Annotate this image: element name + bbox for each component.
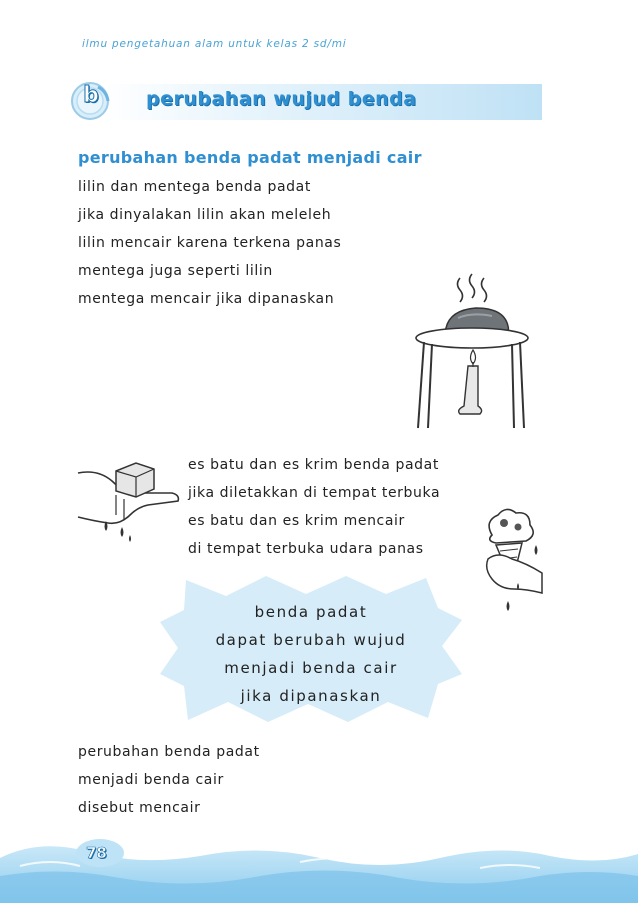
section-badge-letter: b — [83, 83, 99, 108]
callout-line: jika dipanaskan — [240, 687, 382, 705]
subtitle: perubahan benda padat menjadi cair — [78, 148, 422, 167]
hand-ice-cube-illustration — [76, 455, 186, 545]
paragraph-line: disebut mencair — [78, 800, 201, 816]
paragraph-candle-butter — [78, 173, 341, 313]
running-header: ilmu pengetahuan alam untuk kelas 2 sd/mi — [82, 38, 347, 50]
paragraph-line: jika dinyalakan lilin akan meleleh — [78, 207, 332, 223]
paragraph-conclusion — [78, 738, 260, 822]
paragraph-line: lilin mencair karena terkena panas — [78, 235, 342, 251]
page-number: 78 — [86, 844, 107, 862]
paragraph-line: es batu dan es krim benda padat — [188, 457, 439, 473]
callout-line: dapat berubah wujud — [215, 631, 407, 649]
paragraph-line: menjadi benda cair — [78, 772, 224, 788]
section-title: perubahan wujud benda — [146, 88, 417, 110]
hand-ice-cream-illustration — [478, 505, 544, 630]
paragraph-ice — [188, 451, 440, 563]
melting-butter-candle-illustration — [410, 270, 540, 430]
paragraph-line: jika diletakkan di tempat terbuka — [188, 485, 441, 501]
callout-text — [186, 598, 436, 710]
callout-line: menjadi benda cair — [224, 659, 398, 677]
paragraph-line: es batu dan es krim mencair — [188, 513, 405, 529]
paragraph-line: lilin dan mentega benda padat — [78, 179, 311, 195]
paragraph-line: mentega mencair jika dipanaskan — [78, 291, 335, 307]
callout-line: benda padat — [254, 603, 368, 621]
paragraph-line: di tempat terbuka udara panas — [188, 541, 424, 557]
paragraph-line: mentega juga seperti lilin — [78, 263, 273, 279]
paragraph-line: perubahan benda padat — [78, 744, 260, 760]
